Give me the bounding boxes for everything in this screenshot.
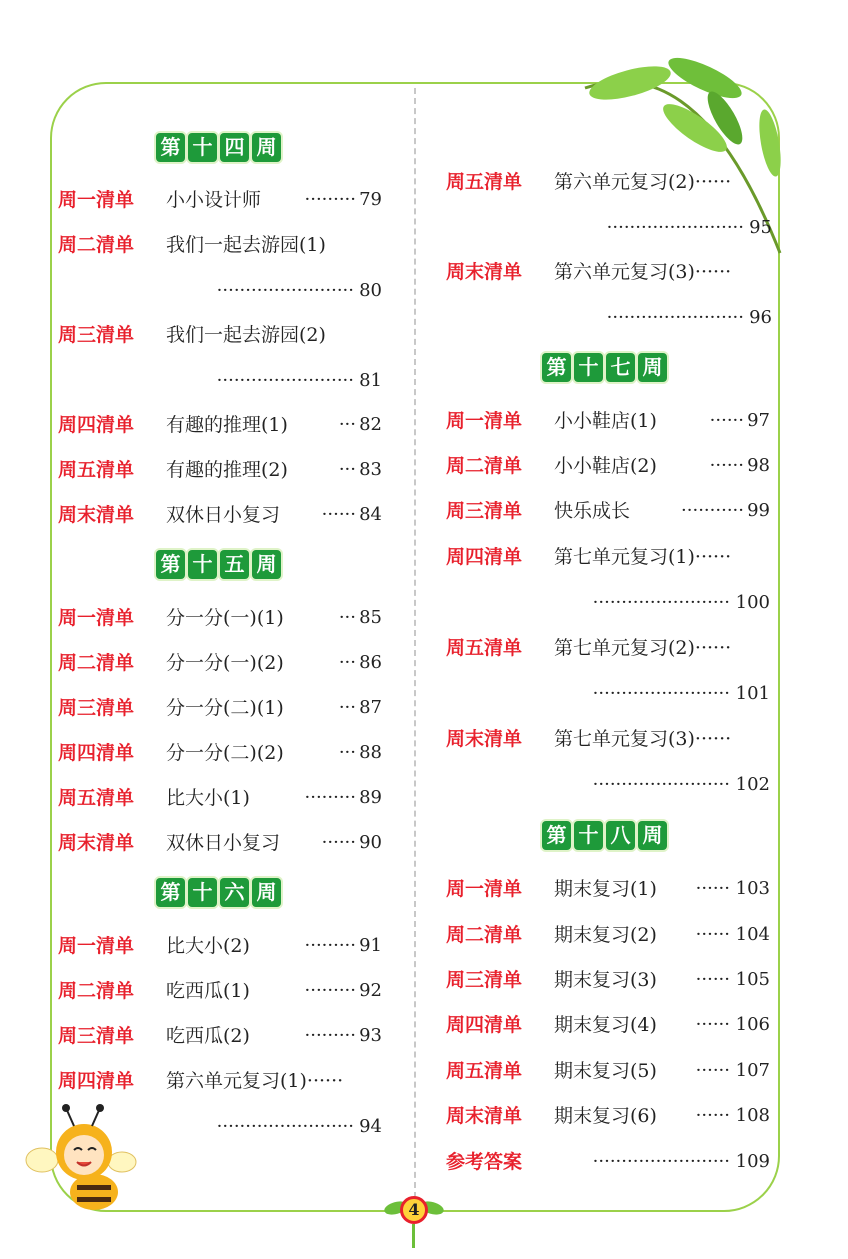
toc-entry[interactable] bbox=[58, 606, 382, 646]
entry-title: 第六单元复习(3)······ bbox=[554, 261, 732, 283]
leader-dots: ························ bbox=[216, 1116, 354, 1137]
leader-dots: ······ bbox=[695, 1105, 730, 1126]
entry-title: 双休日小复习 bbox=[166, 832, 281, 854]
page-number: 91 bbox=[359, 935, 382, 956]
entry-title: 第七单元复习(3)······ bbox=[554, 728, 732, 750]
week-15-heading bbox=[156, 550, 281, 579]
day-label: 周三清单 bbox=[446, 500, 523, 522]
entry-title: 有趣的推理(2) bbox=[166, 459, 288, 481]
leader-dots: ························ bbox=[592, 1151, 730, 1172]
day-label: 周一清单 bbox=[58, 935, 135, 957]
entry-title: 吃西瓜(2) bbox=[166, 1025, 250, 1047]
day-label: 周末清单 bbox=[446, 261, 523, 283]
page-number: 89 bbox=[359, 787, 382, 808]
page-number: 90 bbox=[359, 832, 382, 853]
toc-entry[interactable] bbox=[58, 741, 382, 781]
page-number: 82 bbox=[359, 414, 382, 435]
entry-title: 小小鞋店(2) bbox=[554, 455, 657, 477]
entry-title: 期末复习(4) bbox=[554, 1014, 657, 1036]
toc-entry[interactable] bbox=[58, 786, 382, 826]
week-char: 周 bbox=[252, 133, 281, 162]
toc-entry[interactable] bbox=[58, 1024, 382, 1064]
leader-dots: ························ bbox=[592, 683, 730, 704]
column-divider bbox=[414, 88, 416, 1198]
toc-entry[interactable] bbox=[446, 170, 770, 240]
day-label: 周四清单 bbox=[58, 742, 135, 764]
day-label: 周末清单 bbox=[58, 504, 135, 526]
toc-entry[interactable] bbox=[446, 1059, 770, 1099]
day-label: 周二清单 bbox=[58, 652, 135, 674]
toc-entry[interactable] bbox=[446, 454, 770, 494]
week-char: 周 bbox=[638, 353, 667, 382]
day-label: 周末清单 bbox=[446, 728, 523, 750]
answers-label: 参考答案 bbox=[446, 1151, 523, 1173]
entry-title: 第六单元复习(1)······ bbox=[166, 1070, 344, 1092]
week-char: 十 bbox=[188, 550, 217, 579]
day-label: 周末清单 bbox=[446, 1105, 523, 1127]
toc-entry[interactable] bbox=[58, 979, 382, 1019]
page-number: 109 bbox=[735, 1151, 770, 1172]
toc-entry[interactable] bbox=[58, 696, 382, 736]
entry-title: 比大小(2) bbox=[166, 935, 250, 957]
leader-dots: ························ bbox=[216, 280, 354, 301]
leader-dots: ········· bbox=[304, 1025, 356, 1046]
page-number: 97 bbox=[747, 410, 770, 431]
week-14-heading bbox=[156, 133, 281, 162]
entry-title: 第六单元复习(2)······ bbox=[554, 171, 732, 193]
day-label: 周一清单 bbox=[446, 878, 523, 900]
day-label: 周五清单 bbox=[446, 1060, 523, 1082]
week-char: 周 bbox=[638, 821, 667, 850]
page-number: 96 bbox=[749, 307, 772, 328]
toc-entry[interactable] bbox=[58, 831, 382, 871]
leader-dots: ······ bbox=[695, 969, 730, 990]
toc-entry[interactable] bbox=[58, 233, 382, 303]
page-number: 83 bbox=[359, 459, 382, 480]
day-label: 周末清单 bbox=[58, 832, 135, 854]
page-number: 81 bbox=[359, 370, 382, 391]
leader-dots: ························ bbox=[606, 307, 744, 328]
leader-dots: ······ bbox=[695, 924, 730, 945]
leader-dots: ························ bbox=[216, 370, 354, 391]
leader-dots: ························ bbox=[592, 774, 730, 795]
entry-title: 分一分(一)(2) bbox=[166, 652, 284, 674]
week-char: 十 bbox=[188, 878, 217, 907]
leader-dots: ··· bbox=[338, 459, 356, 480]
toc-entry[interactable] bbox=[58, 503, 382, 543]
week-char: 五 bbox=[220, 550, 249, 579]
page-number: 99 bbox=[747, 500, 770, 521]
page-number: 100 bbox=[735, 592, 770, 613]
entry-title: 吃西瓜(1) bbox=[166, 980, 250, 1002]
entry-title: 期末复习(5) bbox=[554, 1060, 657, 1082]
toc-entry[interactable] bbox=[58, 1069, 382, 1139]
leader-dots: ······ bbox=[321, 504, 356, 525]
day-label: 周一清单 bbox=[58, 189, 135, 211]
toc-entry-answers[interactable] bbox=[446, 1150, 770, 1190]
day-label: 周五清单 bbox=[446, 637, 523, 659]
page-number: 107 bbox=[735, 1060, 770, 1081]
leader-dots: ········· bbox=[304, 787, 356, 808]
entry-title: 期末复习(2) bbox=[554, 924, 657, 946]
day-label: 周二清单 bbox=[446, 924, 523, 946]
entry-title: 期末复习(6) bbox=[554, 1105, 657, 1127]
day-label: 周三清单 bbox=[58, 697, 135, 719]
day-label: 周四清单 bbox=[446, 546, 523, 568]
week-char: 十 bbox=[574, 821, 603, 850]
toc-entry[interactable] bbox=[446, 727, 770, 797]
page-number: 88 bbox=[359, 742, 382, 763]
week-char: 四 bbox=[220, 133, 249, 162]
leader-dots: ······ bbox=[709, 410, 744, 431]
week-18-heading bbox=[542, 821, 667, 850]
toc-entry[interactable] bbox=[58, 934, 382, 974]
leader-dots: ······ bbox=[321, 832, 356, 853]
flower-stem bbox=[412, 1224, 415, 1248]
leader-dots: ··· bbox=[338, 414, 356, 435]
leader-dots: ······ bbox=[709, 455, 744, 476]
leader-dots: ········· bbox=[304, 935, 356, 956]
page-number: 98 bbox=[747, 455, 770, 476]
leader-dots: ······ bbox=[695, 1060, 730, 1081]
page-number: 104 bbox=[735, 924, 770, 945]
page-number: 93 bbox=[359, 1025, 382, 1046]
day-label: 周二清单 bbox=[446, 455, 523, 477]
leader-dots: ··· bbox=[338, 697, 356, 718]
day-label: 周四清单 bbox=[446, 1014, 523, 1036]
page-number: 79 bbox=[359, 189, 382, 210]
leader-dots: ··········· bbox=[681, 500, 744, 521]
toc-entry[interactable] bbox=[58, 323, 382, 393]
day-label: 周三清单 bbox=[58, 1025, 135, 1047]
week-16-heading bbox=[156, 878, 281, 907]
toc-entry[interactable] bbox=[446, 499, 770, 539]
leader-dots: ························ bbox=[606, 217, 744, 238]
day-label: 周三清单 bbox=[58, 324, 135, 346]
entry-title: 双休日小复习 bbox=[166, 504, 281, 526]
day-label: 周一清单 bbox=[446, 410, 523, 432]
day-label: 周三清单 bbox=[446, 969, 523, 991]
week-char: 第 bbox=[156, 133, 185, 162]
toc-entry[interactable] bbox=[446, 545, 770, 615]
page-number: 108 bbox=[735, 1105, 770, 1126]
toc-entry[interactable] bbox=[58, 458, 382, 498]
entry-title: 我们一起去游园(2) bbox=[166, 324, 326, 346]
week-char: 第 bbox=[156, 550, 185, 579]
entry-title: 分一分(二)(2) bbox=[166, 742, 284, 764]
week-char: 十 bbox=[574, 353, 603, 382]
day-label: 周一清单 bbox=[58, 607, 135, 629]
toc-entry[interactable] bbox=[446, 968, 770, 1008]
entry-title: 分一分(二)(1) bbox=[166, 697, 284, 719]
day-label: 周四清单 bbox=[58, 414, 135, 436]
page-number: 101 bbox=[735, 683, 770, 704]
week-char: 十 bbox=[188, 133, 217, 162]
toc-entry[interactable] bbox=[446, 636, 770, 706]
page-number: 80 bbox=[359, 280, 382, 301]
week-char: 六 bbox=[220, 878, 249, 907]
entry-title: 小小设计师 bbox=[166, 189, 262, 211]
entry-title: 比大小(1) bbox=[166, 787, 250, 809]
week-char: 八 bbox=[606, 821, 635, 850]
week-char: 周 bbox=[252, 878, 281, 907]
toc-entry[interactable] bbox=[446, 923, 770, 963]
page-number: 94 bbox=[359, 1116, 382, 1137]
page-number: 105 bbox=[735, 969, 770, 990]
page-number: 102 bbox=[735, 774, 770, 795]
page-number: 103 bbox=[735, 878, 770, 899]
week-char: 第 bbox=[542, 353, 571, 382]
toc-entry[interactable] bbox=[446, 877, 770, 917]
entry-title: 第七单元复习(1)······ bbox=[554, 546, 732, 568]
page-number: 92 bbox=[359, 980, 382, 1001]
day-label: 周四清单 bbox=[58, 1070, 135, 1092]
week-char: 周 bbox=[252, 550, 281, 579]
leader-dots: ······ bbox=[695, 878, 730, 899]
leader-dots: ········· bbox=[304, 980, 356, 1001]
leader-dots: ························ bbox=[592, 592, 730, 613]
toc-entry[interactable] bbox=[446, 1104, 770, 1144]
page-number: 86 bbox=[359, 652, 382, 673]
week-char: 七 bbox=[606, 353, 635, 382]
day-label: 周二清单 bbox=[58, 234, 135, 256]
day-label: 周五清单 bbox=[446, 171, 523, 193]
entry-title: 期末复习(3) bbox=[554, 969, 657, 991]
leader-dots: ······ bbox=[695, 1014, 730, 1035]
leader-dots: ··· bbox=[338, 607, 356, 628]
leader-dots: ··· bbox=[338, 742, 356, 763]
week-char: 第 bbox=[156, 878, 185, 907]
week-char: 第 bbox=[542, 821, 571, 850]
toc-entry[interactable] bbox=[58, 651, 382, 691]
entry-title: 快乐成长 bbox=[554, 500, 631, 522]
week-17-heading bbox=[542, 353, 667, 382]
toc-entry[interactable] bbox=[58, 413, 382, 453]
toc-entry[interactable] bbox=[446, 260, 770, 330]
toc-entry[interactable] bbox=[446, 1013, 770, 1053]
entry-title: 小小鞋店(1) bbox=[554, 410, 657, 432]
entry-title: 我们一起去游园(1) bbox=[166, 234, 326, 256]
toc-entry[interactable] bbox=[446, 409, 770, 449]
entry-title: 期末复习(1) bbox=[554, 878, 657, 900]
page-number: 95 bbox=[749, 217, 772, 238]
leader-dots: ········· bbox=[304, 189, 356, 210]
entry-title: 分一分(一)(1) bbox=[166, 607, 284, 629]
page-number-badge: 4 bbox=[400, 1196, 428, 1224]
day-label: 周二清单 bbox=[58, 980, 135, 1002]
entry-title: 有趣的推理(1) bbox=[166, 414, 288, 436]
page-number: 87 bbox=[359, 697, 382, 718]
page-number: 84 bbox=[359, 504, 382, 525]
entry-title: 第七单元复习(2)······ bbox=[554, 637, 732, 659]
page-number: 106 bbox=[735, 1014, 770, 1035]
toc-entry[interactable] bbox=[58, 188, 382, 228]
leader-dots: ··· bbox=[338, 652, 356, 673]
day-label: 周五清单 bbox=[58, 459, 135, 481]
page-number: 85 bbox=[359, 607, 382, 628]
day-label: 周五清单 bbox=[58, 787, 135, 809]
